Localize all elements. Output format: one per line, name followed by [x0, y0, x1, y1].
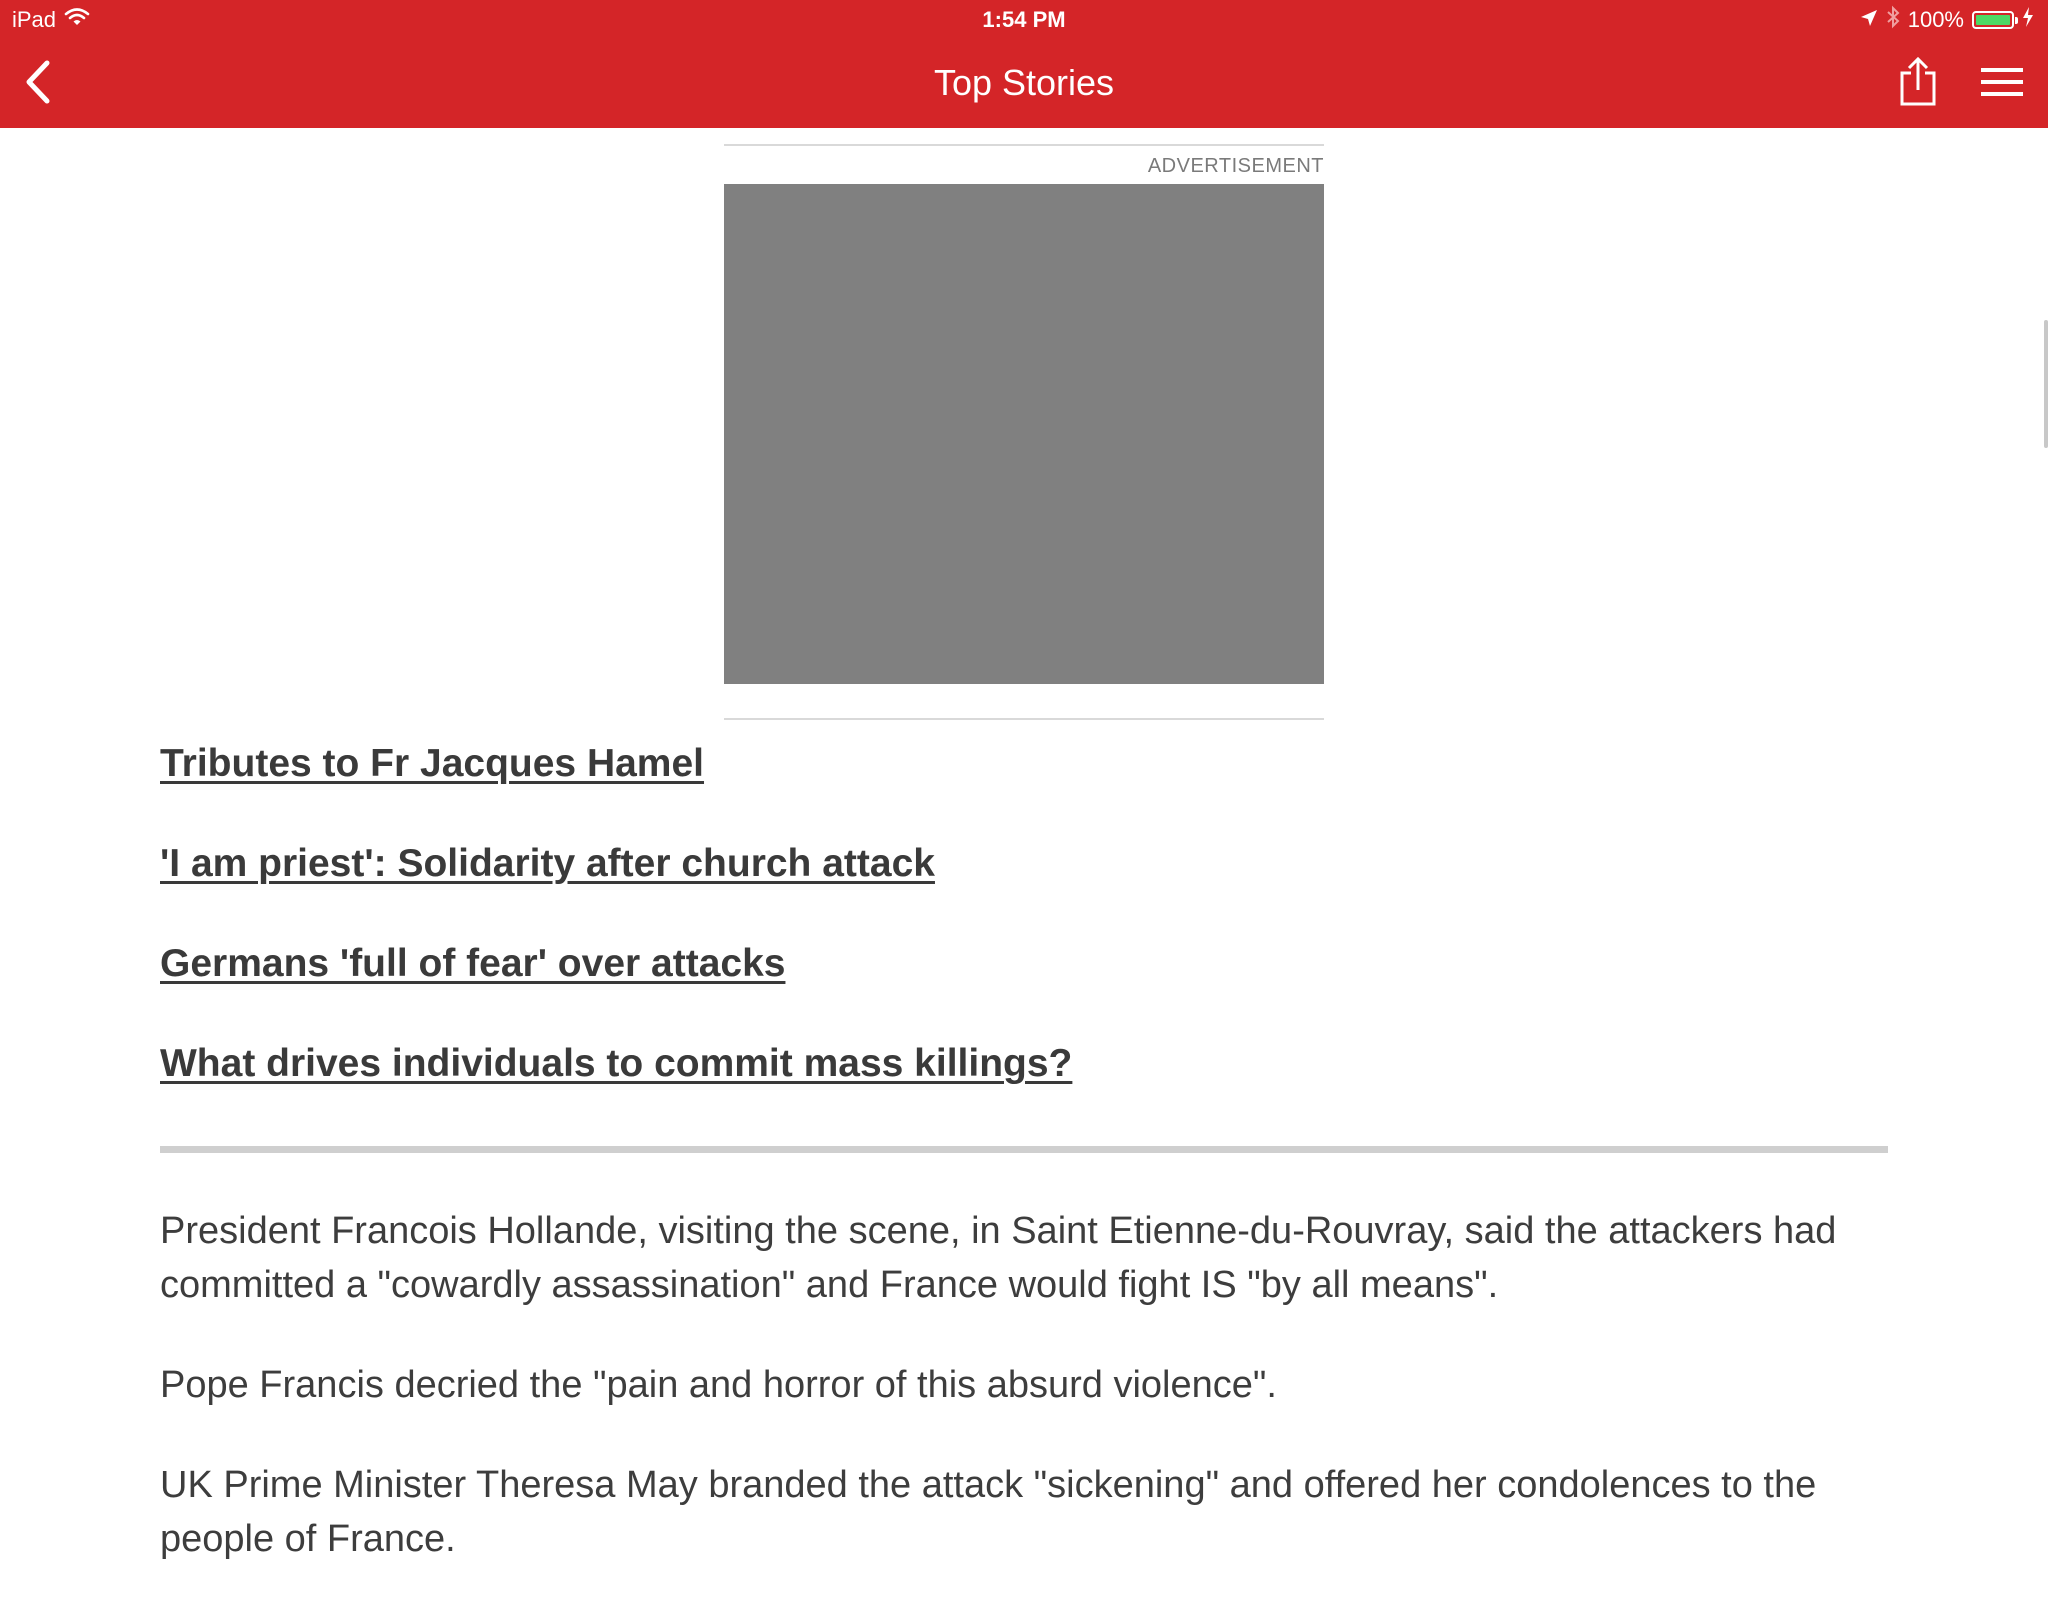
battery-nub	[2015, 17, 2018, 24]
related-link[interactable]: Germans 'full of fear' over attacks	[160, 942, 786, 985]
navigation-bar	[0, 40, 2048, 128]
battery-percent: 100%	[1907, 7, 1964, 32]
bluetooth-icon	[1886, 6, 1900, 34]
status-bar	[0, 0, 2048, 40]
advertisement	[724, 144, 1324, 720]
article-paragraph: President Francois Hollande, visiting the scene, in Saint Etienne-du-Rouvray, said the attackers had committed a "cowardly assassination" and France would fight IS "by all means".	[160, 1210, 1837, 1306]
share-icon	[1898, 57, 1938, 112]
related-links	[160, 738, 1890, 1138]
ad-placeholder[interactable]	[724, 184, 1324, 684]
article-paragraph: Pope Francis decried the "pain and horror of this absurd violence".	[160, 1364, 1277, 1406]
status-time: 1:54 PM	[982, 7, 1066, 32]
related-link[interactable]: 'I am priest': Solidarity after church attack	[160, 842, 935, 885]
top-bar	[0, 0, 2048, 128]
status-right	[1860, 6, 2034, 34]
scroll-indicator[interactable]	[2044, 320, 2048, 448]
location-arrow-icon	[1860, 7, 1878, 33]
device-label: iPad	[12, 7, 57, 32]
related-link[interactable]: Tributes to Fr Jacques Hamel	[160, 742, 705, 785]
share-button[interactable]	[1888, 54, 1948, 114]
ad-bottom-divider	[724, 718, 1324, 720]
menu-button[interactable]	[1974, 60, 2030, 108]
article-paragraph: UK Prime Minister Theresa May branded the attack "sickening" and offered her condolences to the people of France.	[160, 1464, 1817, 1560]
battery-icon	[1972, 11, 2014, 29]
section-divider	[160, 1146, 1888, 1153]
page-title: Top Stories	[933, 62, 1115, 103]
hamburger-menu-icon	[1981, 66, 2023, 103]
charging-bolt-icon	[2022, 7, 2034, 33]
battery-fill	[1976, 15, 2010, 25]
related-link[interactable]: What drives individuals to commit mass killings?	[160, 1042, 1073, 1085]
article-body	[160, 1204, 1900, 1612]
ad-label: ADVERTISEMENT	[1147, 155, 1324, 177]
